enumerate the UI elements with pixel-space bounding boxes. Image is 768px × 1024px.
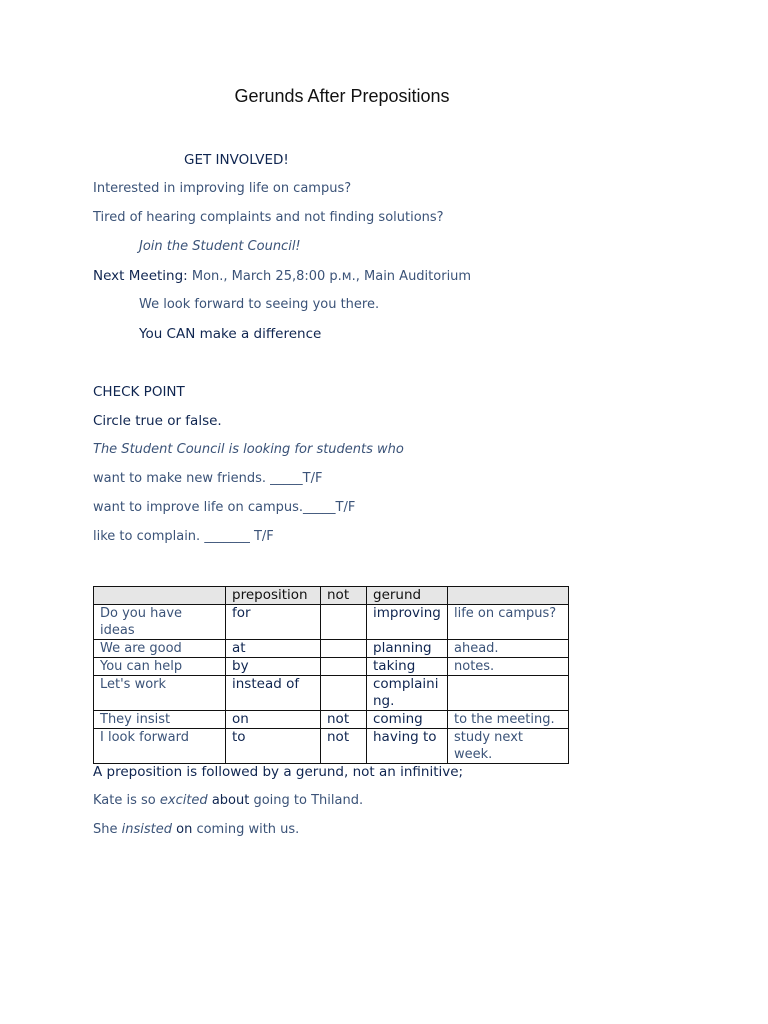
example-preposition: about	[211, 793, 250, 808]
meeting-line	[93, 268, 471, 284]
table-cell: by	[226, 658, 321, 676]
table-cell: life on campus?	[448, 605, 569, 640]
flyer-heading: GET INVOLVED!	[184, 152, 289, 168]
example-text: Kate is so	[93, 793, 160, 808]
table-cell	[321, 676, 367, 711]
table-cell: to	[226, 729, 321, 764]
flyer-line: You CAN make a difference	[139, 326, 322, 342]
flyer-line: Interested in improving life on campus?	[93, 181, 352, 196]
checkpoint-instruction: Circle true or false.	[93, 413, 222, 429]
checkpoint-item: like to complain. _______ T/F	[93, 529, 274, 544]
table-cell	[448, 676, 569, 711]
table-cell	[321, 640, 367, 658]
table-cell	[321, 658, 367, 676]
table-cell: ahead.	[448, 640, 569, 658]
example-sentence	[93, 822, 299, 837]
table-header-cell: preposition	[226, 587, 321, 605]
table-row	[94, 729, 569, 764]
table-header-cell	[448, 587, 569, 605]
table-cell: Let's work	[94, 676, 226, 711]
table-header-row	[94, 587, 569, 605]
checkpoint-heading: CHECK POINT	[93, 384, 185, 400]
table-cell: not	[321, 711, 367, 729]
example-text: coming with us.	[192, 822, 300, 837]
table-cell: to the meeting.	[448, 711, 569, 729]
example-sentence	[93, 793, 363, 808]
table-row	[94, 711, 569, 729]
meeting-label: Next Meeting:	[93, 268, 188, 284]
table-cell: We are good	[94, 640, 226, 658]
table-cell: Do you have ideas	[94, 605, 226, 640]
table-cell: on	[226, 711, 321, 729]
table-cell: They insist	[94, 711, 226, 729]
checkpoint-prompt: The Student Council is looking for students who	[93, 442, 404, 457]
meeting-details: Mon., March 25,8:00 p.ᴍ., Main Auditorium	[187, 269, 472, 284]
table-cell: coming	[367, 711, 448, 729]
table-cell: planning	[367, 640, 448, 658]
table-cell: at	[226, 640, 321, 658]
example-text: She	[93, 822, 122, 837]
table-row	[94, 676, 569, 711]
table-header-cell: gerund	[367, 587, 448, 605]
table-cell	[321, 605, 367, 640]
example-preposition: on	[176, 822, 193, 837]
example-verb: insisted	[121, 822, 172, 837]
table-cell: You can help	[94, 658, 226, 676]
table-cell: instead of	[226, 676, 321, 711]
table-row	[94, 640, 569, 658]
example-adjective: excited	[159, 793, 208, 808]
table-cell: not	[321, 729, 367, 764]
table-header-cell	[94, 587, 226, 605]
table-row	[94, 658, 569, 676]
rule-heading: A preposition is followed by a gerund, not an infinitive;	[93, 764, 464, 780]
table-cell: taking	[367, 658, 448, 676]
checkpoint-item: want to improve life on campus._____T/F	[93, 500, 356, 515]
table-cell: notes.	[448, 658, 569, 676]
table-cell: having to	[367, 729, 448, 764]
checkpoint-item: want to make new friends. _____T/F	[93, 471, 323, 486]
flyer-line: We look forward to seeing you there.	[139, 297, 380, 312]
example-text: going to Thiland.	[249, 793, 364, 808]
table-cell: for	[226, 605, 321, 640]
table-cell: study next week.	[448, 729, 569, 764]
flyer-line: Join the Student Council!	[139, 239, 301, 254]
table-cell: complaining.	[367, 676, 448, 711]
gerund-table	[93, 586, 569, 764]
table-cell: improving	[367, 605, 448, 640]
page-title: Gerunds After Prepositions	[234, 86, 450, 106]
flyer-line: Tired of hearing complaints and not finding solutions?	[93, 210, 444, 225]
table-cell: I look forward	[94, 729, 226, 764]
table-row	[94, 605, 569, 640]
table-header-cell: not	[321, 587, 367, 605]
